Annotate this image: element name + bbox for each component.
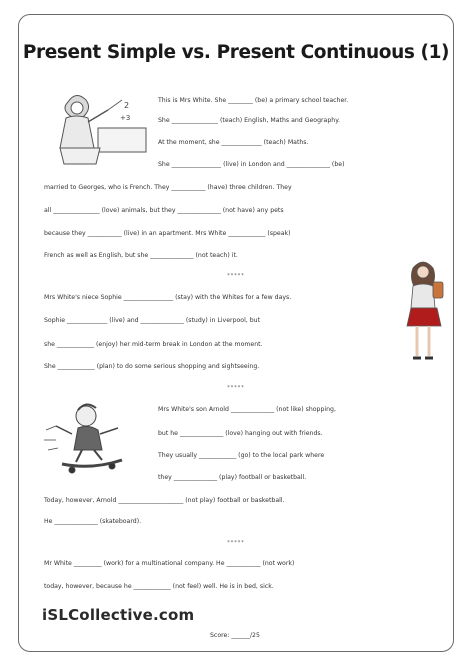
- score-line: Score: ______/25: [210, 632, 260, 639]
- exercise-sentence: all _______________ (love) animals, but they ______________ (not have) any pets: [44, 207, 284, 214]
- exercise-sentence: she ____________ (enjoy) her mid-term break in London at the moment.: [44, 341, 263, 348]
- exercise-sentence: She ____________ (plan) to do some serious shopping and sightseeing.: [44, 363, 260, 370]
- worksheet-title: Present Simple vs. Present Continuous (1): [22, 42, 450, 63]
- exercise-sentence: because they ___________ (live) in an apartment. Mrs White ____________ (speak): [44, 230, 291, 237]
- section-separator: *****: [227, 273, 245, 279]
- exercise-sentence: He ______________ (skateboard).: [44, 518, 142, 525]
- exercise-sentence: married to Georges, who is French. They ___________ (have) three children. They: [44, 184, 292, 191]
- exercise-sentence: She ________________ (live) in London and ______________ (be): [158, 161, 345, 168]
- section-separator: *****: [227, 540, 245, 546]
- exercise-sentence: Today, however, Arnold _____________________ (not play) football or basketball.: [44, 497, 285, 504]
- svg-text:+3: +3: [120, 114, 131, 122]
- exercise-sentence: Mrs White's niece Sophie ________________ (stay) with the Whites for a few days.: [44, 294, 292, 301]
- exercise-sentence: Mr White _________ (work) for a multinational company. He ___________ (not work): [44, 560, 295, 567]
- exercise-sentence: French as well as English, but she ______________ (not teach) it.: [44, 252, 238, 259]
- svg-text:2: 2: [124, 101, 130, 110]
- exercise-sentence: they ______________ (play) football or basketball.: [158, 474, 307, 481]
- exercise-sentence: Mrs White's son Arnold ______________ (not like) shopping,: [158, 406, 336, 413]
- teacher-illustration: [40, 88, 150, 168]
- exercise-sentence: Sophie _____________ (live) and ______________ (study) in Liverpool, but: [44, 317, 260, 324]
- exercise-sentence: They usually ____________ (go) to the local park where: [158, 452, 325, 459]
- exercise-sentence: but he ______________ (love) hanging out with friends.: [158, 430, 323, 437]
- exercise-sentence: This is Mrs White. She ________ (be) a primary school teacher.: [158, 97, 349, 104]
- exercise-sentence: today, however, because he ____________ (not feel) well. He is in bed, sick.: [44, 583, 274, 590]
- skateboarder-illustration: [42, 400, 142, 476]
- section-separator: *****: [227, 385, 245, 391]
- exercise-sentence: She _______________ (teach) English, Maths and Geography.: [158, 117, 340, 124]
- exercise-sentence: At the moment, she _____________ (teach) Maths.: [158, 139, 309, 146]
- brand-logo[interactable]: iSLCollective.com: [42, 606, 195, 624]
